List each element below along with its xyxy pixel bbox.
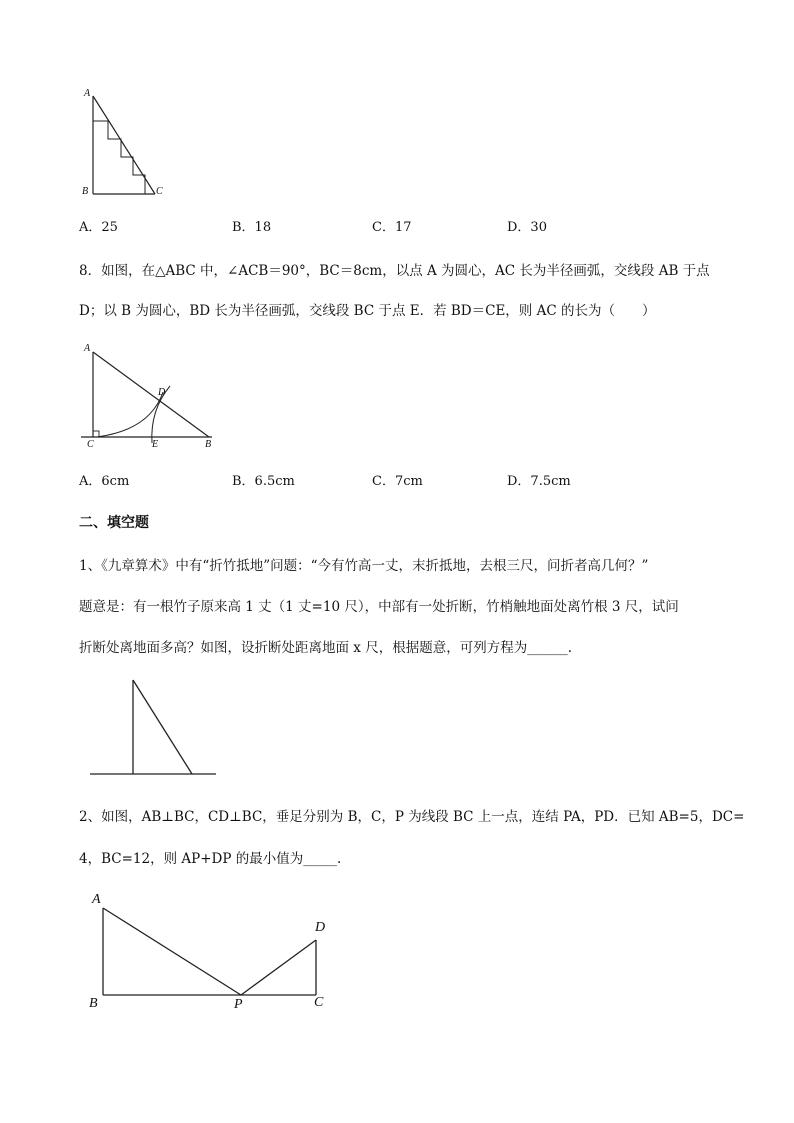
label-c: C: [156, 186, 163, 197]
section-title: 二、填空题: [79, 515, 149, 531]
fill1-text-line2: 题意是：有一根竹子原来高 1 丈（1 丈=10 尺），中部有一处折断，竹梢触地面处离竹根 3 尺，试问: [79, 599, 679, 615]
label-a: A: [84, 88, 91, 99]
fill1-text-line3: 折断处离地面多高？如图，设折断处距离地面 x 尺，根据题意，可列方程为______.: [79, 640, 572, 656]
q8-text-line2: D；以 B 为圆心，BD 长为半径画弧，交线段 BC 于点 E．若 BD＝CE，则 AC 的长为（ ）: [79, 303, 656, 319]
q8-option-c[interactable]: C．7cm: [372, 474, 423, 489]
fill1-text-line1: 1、《九章算术》中有“折竹抵地”问题：“今有竹高一丈，末折抵地，去根三尺，问折者高几何？”: [79, 558, 649, 574]
label-p: P: [234, 997, 243, 1012]
label-b: B: [205, 439, 212, 450]
q7-option-c[interactable]: C．17: [372, 220, 412, 235]
q8-text-line1: 8．如图，在△ABC 中，∠ACB＝90°，BC＝8cm，以点 A 为圆心，AC 长为半径画弧，交线段 AB 于点: [79, 263, 710, 279]
q7-option-a[interactable]: A．25: [79, 220, 118, 235]
q8-option-a[interactable]: A．6cm: [79, 474, 130, 489]
fill2-text-line2: 4，BC=12，则 AP+DP 的最小值为_____.: [79, 851, 342, 867]
q8-option-b[interactable]: B．6.5cm: [232, 474, 295, 489]
fill2-text-line1: 2、如图，AB⊥BC，CD⊥BC，垂足分别为 B，C，P 为线段 BC 上一点，连结 PA，PD．已知 AB=5，DC=: [79, 809, 745, 825]
q7-option-d[interactable]: D．30: [507, 220, 547, 235]
segment-ap: [103, 908, 241, 995]
q8-option-d[interactable]: D．7.5cm: [507, 474, 571, 489]
label-c: C: [87, 439, 94, 450]
label-a: A: [92, 892, 101, 907]
label-b: B: [82, 186, 89, 197]
label-d: D: [315, 920, 326, 935]
segment-pd: [241, 940, 316, 995]
label-b: B: [89, 996, 98, 1011]
label-e: E: [152, 439, 159, 450]
label-d: D: [158, 387, 166, 398]
label-c: C: [314, 995, 324, 1010]
label-a: A: [84, 343, 91, 354]
q7-option-b[interactable]: B．18: [232, 220, 272, 235]
